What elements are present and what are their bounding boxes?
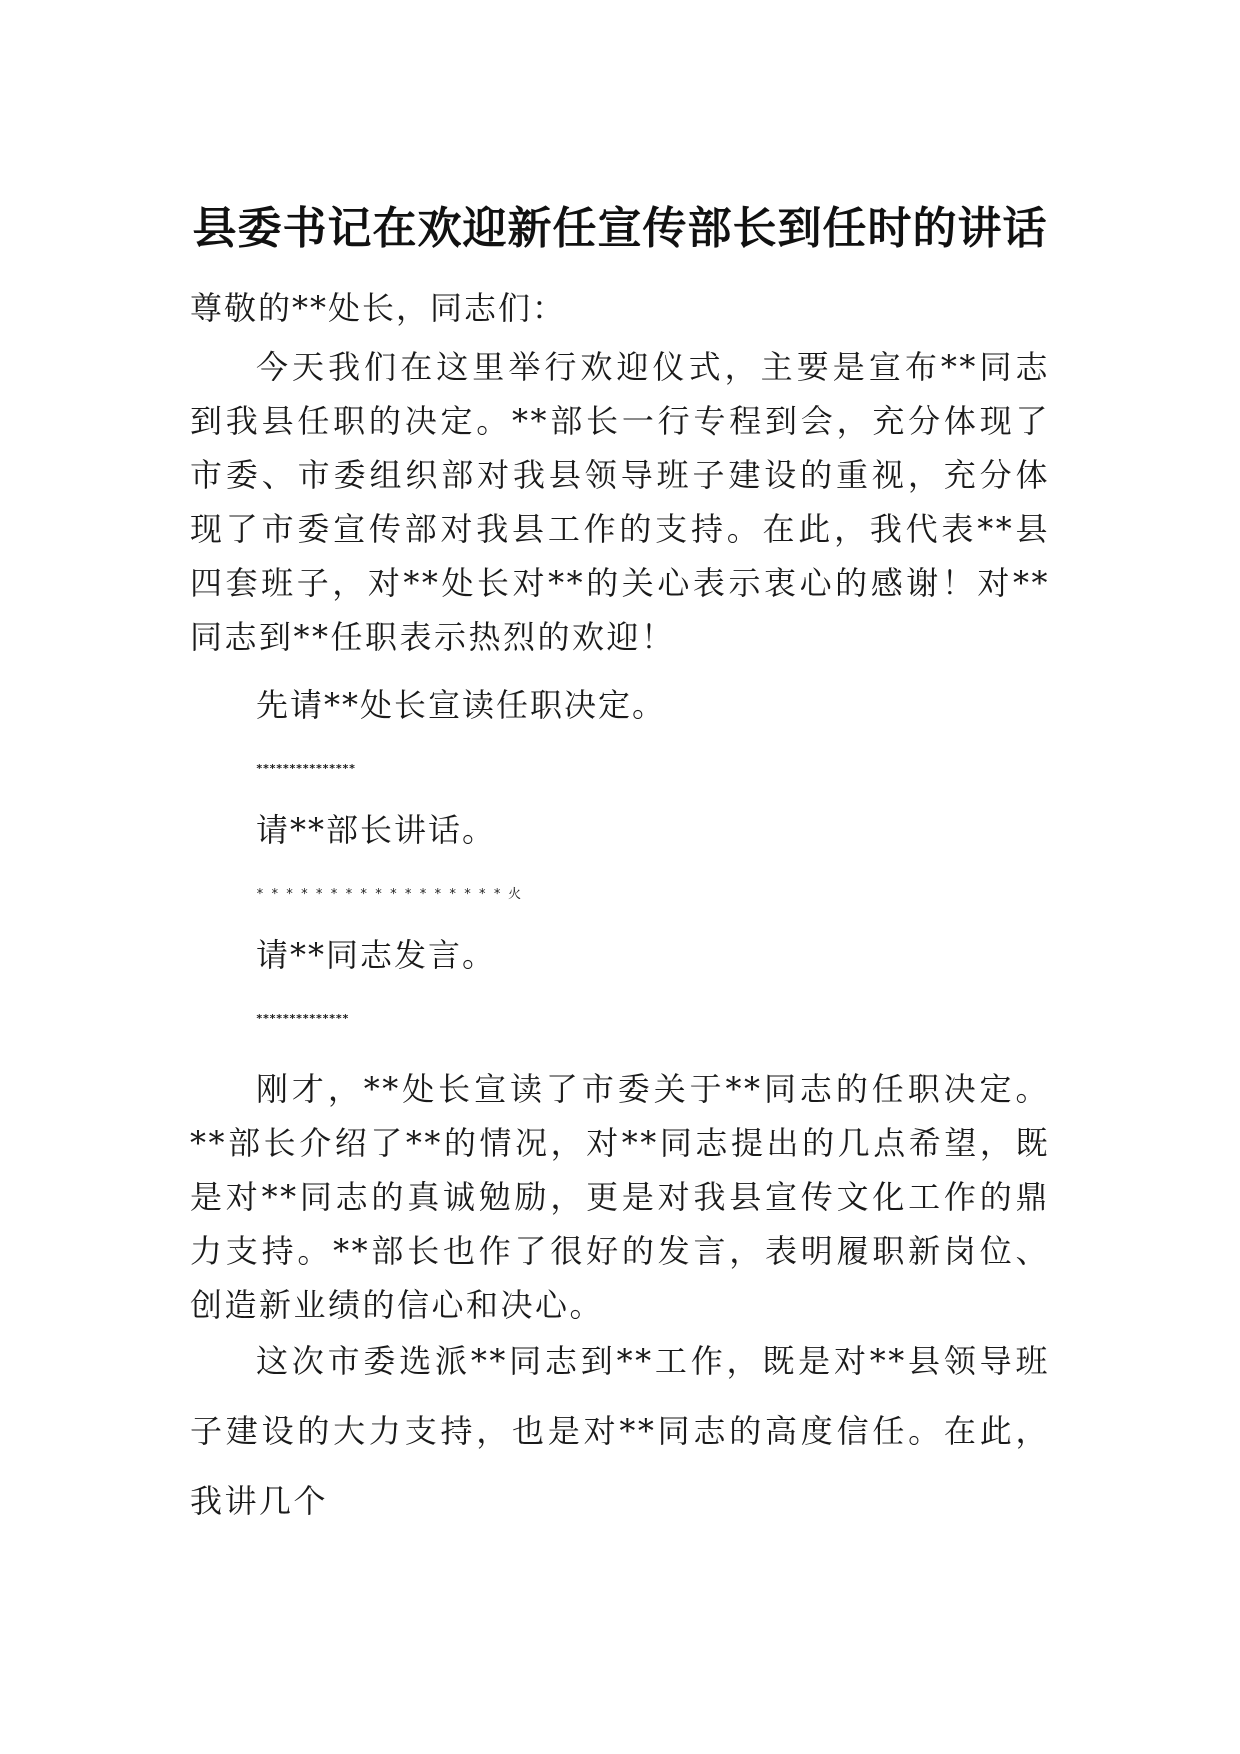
- document-title: 县委书记在欢迎新任宣传部长到任时的讲话: [192, 203, 1048, 254]
- separator-stars: *****************火: [256, 887, 529, 902]
- salutation: 尊敬的**处长，同志们：: [190, 289, 567, 327]
- separator-stars: **************: [256, 1012, 349, 1025]
- separator-stars: ***************: [256, 762, 356, 775]
- paragraph-summary: 刚才，**处长宣读了市委关于**同志的任职决定。**部长介绍了**的情况，对**同志提出的几点希望，既是对**同志的真诚勉励，更是对我县宣传文化工作的鼎力支持。**部长也作了很好的发言，表明履职新岗位、创造新业绩的信心和决心。: [190, 1070, 1050, 1324]
- paragraph-welcome: 今天我们在这里举行欢迎仪式，主要是宣布**同志到我县任职的决定。**部长一行专程到会，充分体现了市委、市委组织部对我县领导班子建设的重视，充分体现了市委宣传部对我县工作的支持。在此，我代表**县四套班子，对**处长对**的关心表示衷心的感谢！对**同志到**任职表示热烈的欢迎！: [190, 348, 1050, 656]
- agenda-item-comrade-speech: 请**同志发言。: [256, 936, 497, 974]
- paragraph-remarks: 这次市委选派**同志到**工作，既是对**县领导班子建设的大力支持，也是对**同志的高度信任。在此，我讲几个: [190, 1342, 1050, 1520]
- agenda-item-minister-speech: 请**部长讲话。: [256, 811, 497, 849]
- agenda-item-reading: 先请**处长宣读任职决定。: [256, 686, 667, 724]
